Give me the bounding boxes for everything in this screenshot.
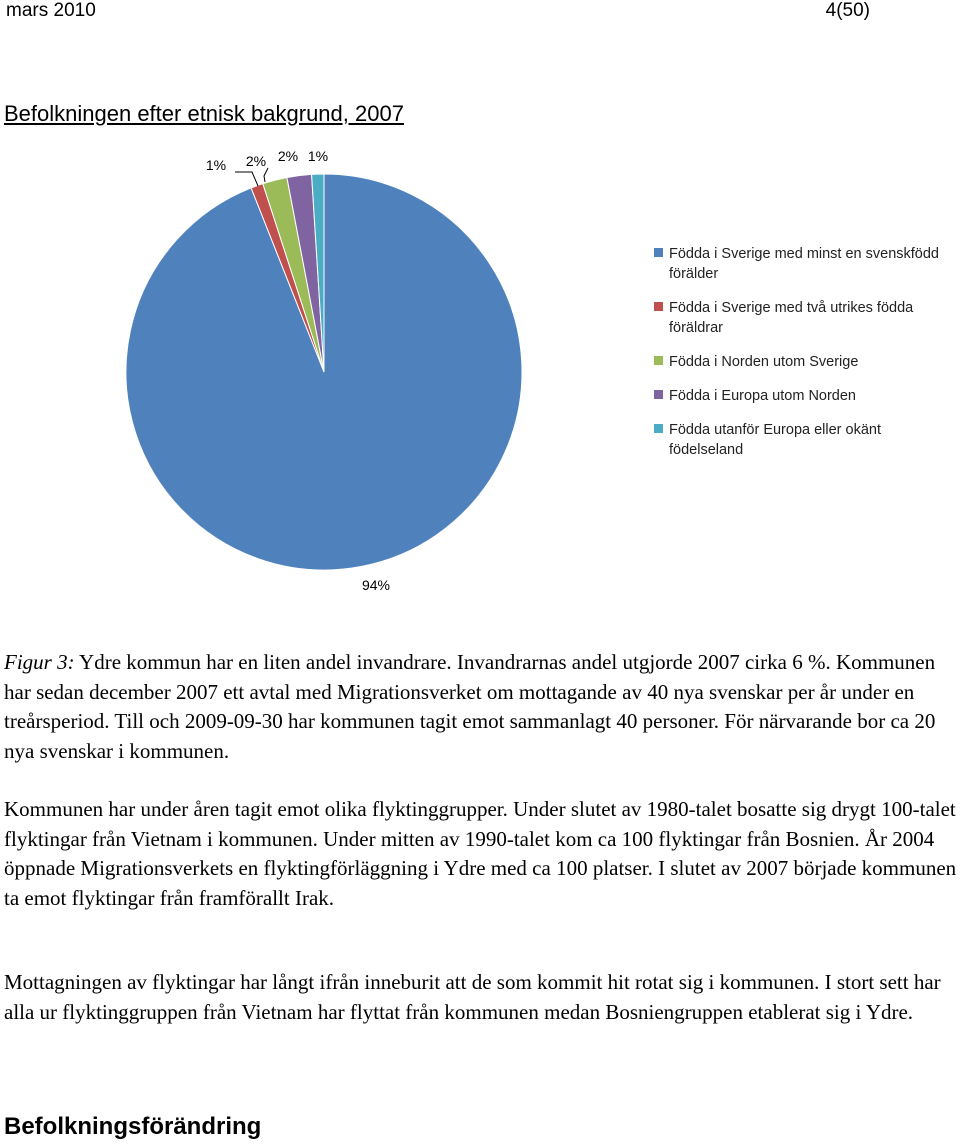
legend-swatch — [654, 390, 663, 399]
legend-swatch — [654, 302, 663, 311]
legend-item — [654, 298, 954, 338]
legend-label: Födda utanför Europa eller okänt födelseland — [669, 422, 881, 458]
legend-item — [654, 386, 954, 406]
slice-data-label: 2% — [245, 153, 267, 169]
paragraph: Mottagningen av flyktingar har långt ifrån inneburit att de som kommit hit rotat sig i kommunen. I stort sett har alla ur flyktinggruppen från Vietnam har flyttat från kommunen medan Bosniengruppen etablerat sig i Ydre. — [4, 970, 941, 1024]
section-heading: Befolkningsförändring — [4, 1113, 262, 1140]
slice-data-label: 1% — [307, 148, 329, 164]
legend-item — [654, 244, 954, 284]
legend-swatch — [654, 356, 663, 365]
figure-caption — [4, 648, 960, 766]
legend-label: Födda i Sverige med två utrikes födda föräldrar — [669, 300, 914, 336]
figure-label: Figur 3: — [4, 650, 75, 674]
paragraph: Kommunen har under åren tagit emot olika flyktinggrupper. Under slutet av 1980-talet bosatte sig drygt 100-talet flyktingar från Vietnam i kommunen. Under mitten av 1990-talet kom ca 100 flyktingar från Bosnien. År 2004 öppnade Migrationsverkets en flyktingförläggning i Ydre med ca 100 platser. I slutet av 2007 började kommunen ta emot flyktingar från framförallt Irak. — [4, 797, 957, 910]
slice-data-label: 1% — [205, 157, 227, 173]
slice-data-label: 2% — [277, 148, 299, 164]
chart-legend — [654, 244, 954, 474]
legend-item — [654, 420, 954, 460]
legend-label: Födda i Norden utom Sverige — [669, 354, 859, 370]
pie-chart — [0, 130, 560, 610]
figure-text: Ydre kommun har en liten andel invandrare. Invandrarnas andel utgjorde 2007 cirka 6 %. Kommunen har sedan december 2007 ett avtal med Migrationsverket om mottagande av 40 nya svenskar per år under en treårsperiod. Till och 2009-09-30 har kommunen tagit emot sammanlagt 40 personer. För närvarande bor ca 20 nya svenskar i kommunen. — [4, 650, 936, 763]
legend-swatch — [654, 424, 663, 433]
leader-line — [235, 172, 258, 186]
section-title: Befolkningen efter etnisk bakgrund, 2007 — [4, 101, 404, 126]
slice-data-label: 94% — [361, 577, 391, 593]
page-number: 4(50) — [825, 0, 870, 21]
header-date: mars 2010 — [6, 0, 96, 21]
legend-label: Födda i Europa utom Norden — [669, 388, 856, 404]
legend-label: Födda i Sverige med minst en svenskfödd förälder — [669, 246, 939, 282]
legend-swatch — [654, 248, 663, 257]
leader-line — [264, 168, 268, 182]
legend-item — [654, 352, 954, 372]
